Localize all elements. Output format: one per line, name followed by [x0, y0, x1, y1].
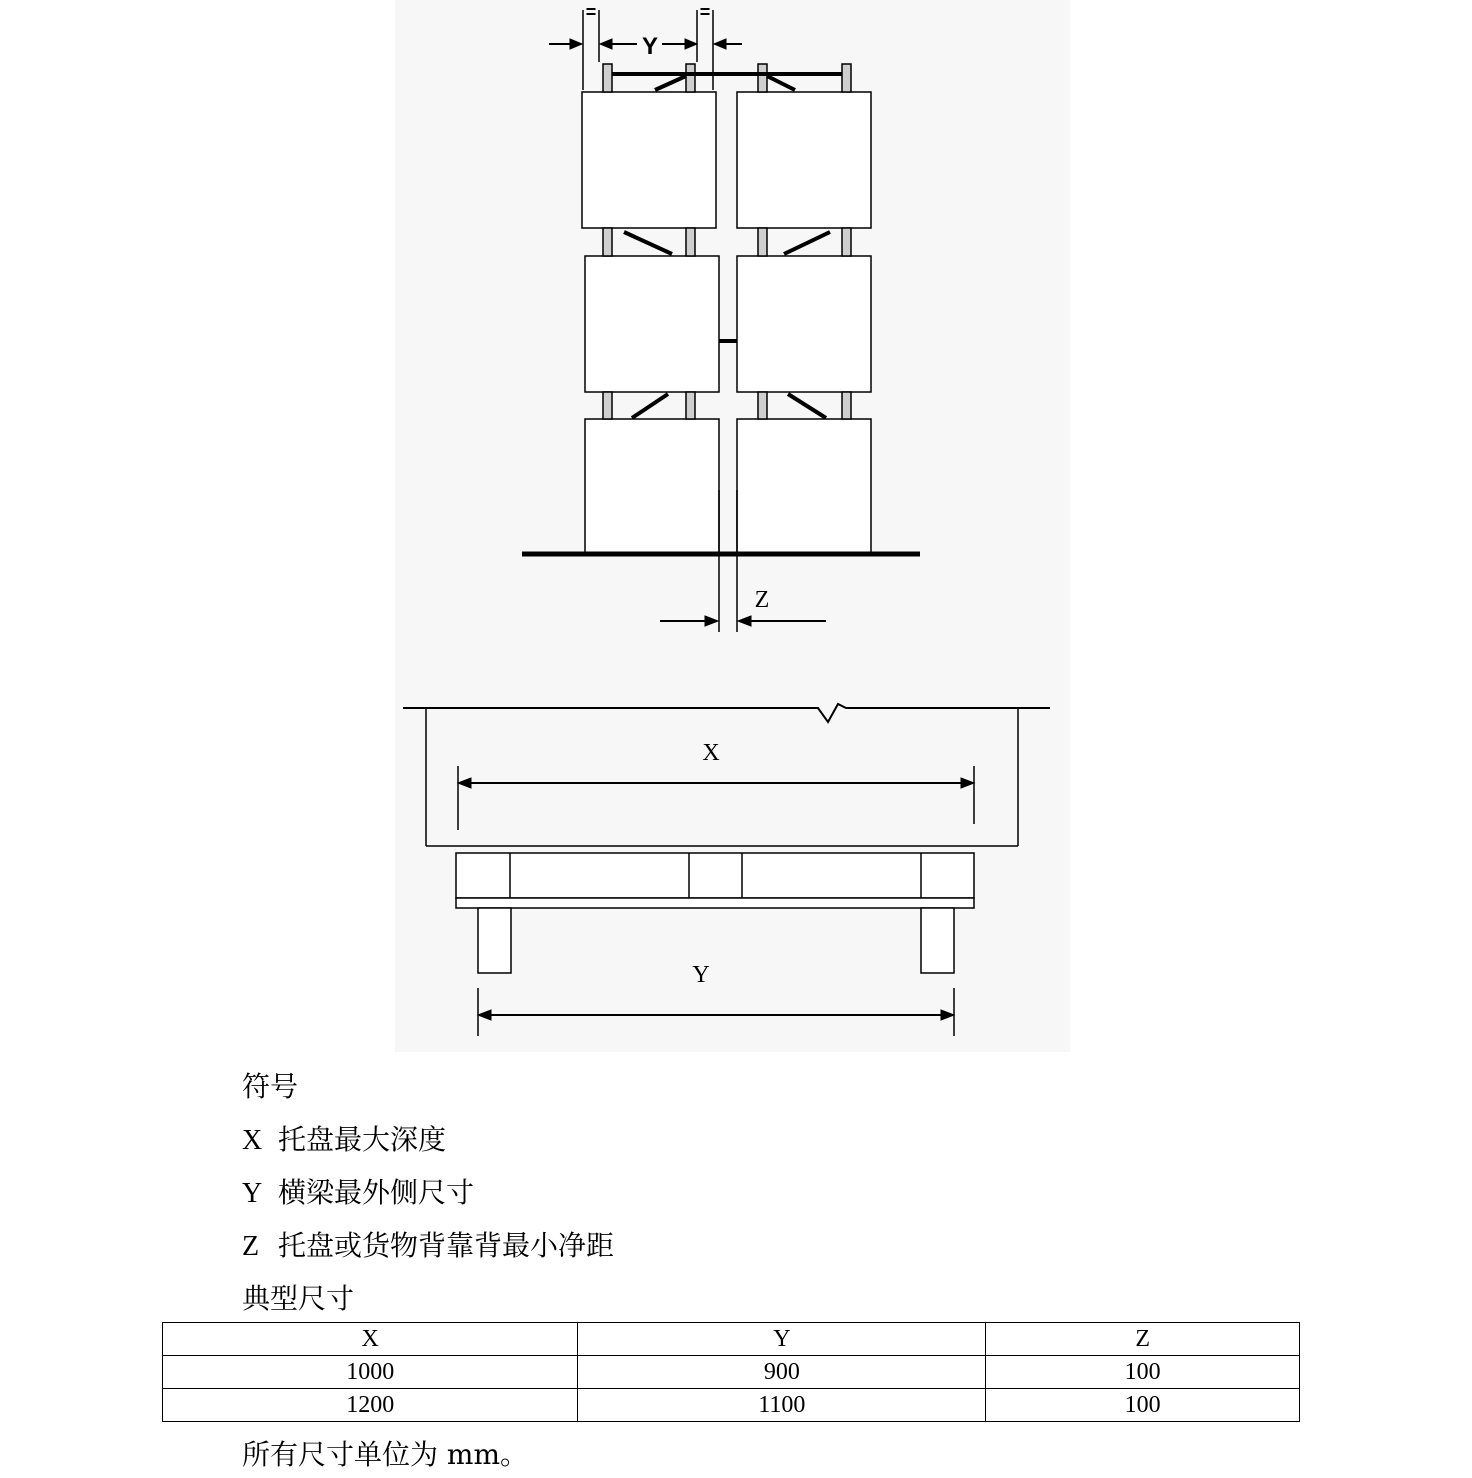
- table-cell: 100: [986, 1389, 1300, 1422]
- equal-mark: =: [585, 2, 597, 22]
- table-cell: 100: [986, 1356, 1300, 1389]
- column-header: Y: [578, 1323, 986, 1356]
- dim-y-label-top: Y: [641, 33, 659, 60]
- typical-dimensions-heading: 典型尺寸: [242, 1282, 355, 1315]
- equal-mark: =: [699, 2, 711, 22]
- table-cell: 1100: [578, 1389, 986, 1422]
- legend-text: 横梁最外侧尺寸: [278, 1176, 475, 1209]
- upright-post: [686, 392, 695, 419]
- upright-post: [842, 228, 851, 256]
- dim-z-label: Z: [754, 587, 770, 613]
- pallet-top: [456, 853, 974, 898]
- pallet-left-1: [582, 92, 716, 228]
- upright-post: [758, 392, 767, 419]
- dim-y-label-side: Y: [692, 962, 710, 988]
- legend-heading: 符号: [242, 1070, 299, 1103]
- pallet-right-2: [737, 256, 871, 392]
- table-cell: 1000: [163, 1356, 578, 1389]
- table-row: [163, 1356, 1300, 1389]
- pallet-left-2: [585, 256, 719, 392]
- beam-section-right: [921, 908, 954, 973]
- legend-item-z: [242, 1229, 614, 1264]
- legend-text: 托盘或货物背靠背最小净距: [278, 1229, 615, 1262]
- legend-symbol: X: [242, 1125, 263, 1156]
- table-cell: 1200: [163, 1389, 578, 1422]
- dim-x-label: X: [702, 740, 720, 766]
- upright-post: [603, 228, 612, 256]
- table-row: [163, 1389, 1300, 1422]
- column-header: Z: [986, 1323, 1300, 1356]
- legend-text: 托盘最大深度: [278, 1123, 447, 1156]
- legend-symbol: Z: [242, 1231, 260, 1262]
- legend-symbol: Y: [242, 1178, 263, 1209]
- beam-section-left: [478, 908, 511, 973]
- legend-item-x: [242, 1123, 446, 1158]
- upright-post: [603, 64, 612, 92]
- upright-post: [686, 64, 695, 92]
- upright-post: [842, 64, 851, 92]
- upright-post: [758, 228, 767, 256]
- upright-post: [842, 392, 851, 419]
- pallet-right-1: [737, 92, 871, 228]
- units-note: 所有尺寸单位为 mm。: [242, 1438, 529, 1471]
- pallet-right-3: [737, 419, 871, 553]
- table-header-row: [163, 1323, 1300, 1356]
- upright-post: [758, 64, 767, 92]
- legend-item-y: [242, 1176, 474, 1211]
- column-header: X: [163, 1323, 578, 1356]
- typical-dimensions-table: [162, 1322, 1300, 1422]
- table-cell: 900: [578, 1356, 986, 1389]
- pallet-left-3: [585, 419, 719, 553]
- pallet-bottom: [456, 898, 974, 908]
- upright-post: [686, 228, 695, 256]
- upright-post: [603, 392, 612, 419]
